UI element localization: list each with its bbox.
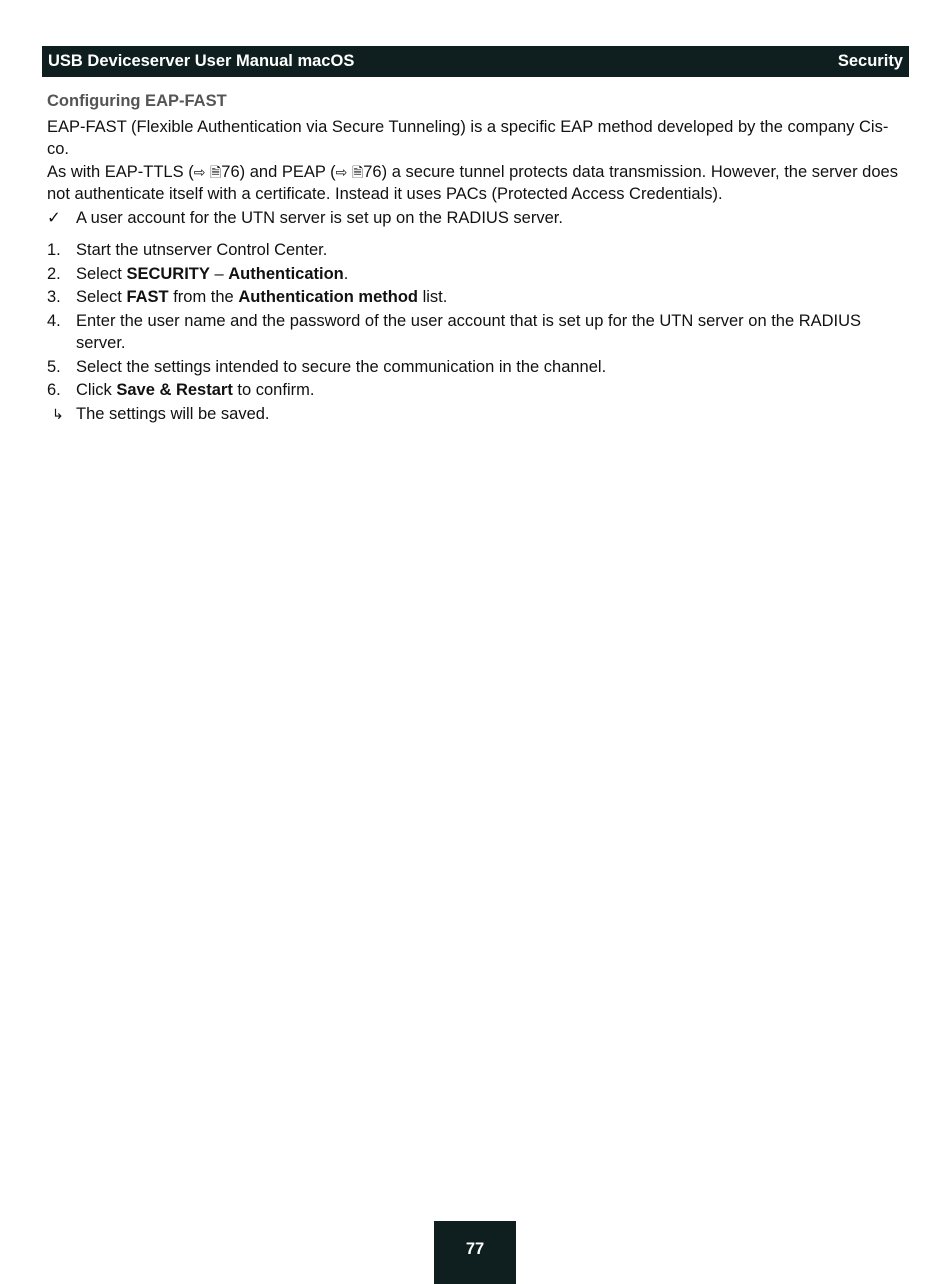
manual-title: USB Deviceserver User Manual macOS xyxy=(48,52,355,70)
step-text-part: to confirm. xyxy=(232,381,315,399)
page-icon: 🗎 xyxy=(351,163,364,180)
step-text: Select the settings intended to secure the communication in the channel. xyxy=(76,357,607,376)
page-number-box xyxy=(434,1221,516,1284)
page-icon: 🗎 xyxy=(210,163,222,180)
step-number: 5. xyxy=(47,357,61,376)
result-text: The settings will be saved. xyxy=(76,404,270,423)
list-label-authentication-method: Authentication method xyxy=(238,288,418,306)
button-label-save-restart: Save & Restart xyxy=(116,381,233,399)
step-text-part: list. xyxy=(417,288,448,306)
step-text-part: – xyxy=(209,264,229,283)
page-header xyxy=(42,46,909,77)
step-1 xyxy=(47,239,905,262)
prerequisite xyxy=(47,207,905,230)
step-number: 4. xyxy=(47,311,61,330)
step-6 xyxy=(47,379,905,402)
step-number: 1. xyxy=(47,241,61,259)
step-text-part: Select xyxy=(76,288,127,306)
step-text: Start the utnserver Control Center. xyxy=(76,241,328,259)
page-content xyxy=(47,90,905,425)
step-3 xyxy=(47,286,905,309)
step-2 xyxy=(47,263,905,286)
reference-page-number: 76 xyxy=(363,162,382,181)
step-text xyxy=(76,379,905,402)
cross-reference-eap-ttls[interactable] xyxy=(194,163,240,181)
checkmark-icon: ✓ xyxy=(47,208,61,227)
step-text xyxy=(76,286,905,309)
menu-label-authentication: Authentication xyxy=(228,264,344,283)
step-text-part: Select xyxy=(76,264,127,283)
reference-page-number: 76 xyxy=(221,162,240,181)
step-text: Enter the user name and the password of the user account that is set up for the UTN server on the RADIUS server. xyxy=(76,311,862,352)
chapter-title: Security xyxy=(837,52,903,70)
step-text xyxy=(76,263,905,286)
step-text-part: Click xyxy=(76,381,117,399)
step-text-part: from the xyxy=(168,288,239,306)
prerequisite-text: A user account for the UTN server is set up on the RADIUS server. xyxy=(76,208,563,227)
step-result xyxy=(47,403,905,426)
step-number: 6. xyxy=(47,381,61,399)
intro-paragraph-2 xyxy=(47,161,905,206)
intro-paragraph-1: EAP-FAST (Flexible Authentication via Secure Tunneling) is a specific EAP method developed by the company Cis-co. xyxy=(47,117,889,158)
menu-label-security: SECURITY xyxy=(126,264,210,283)
reference-arrow-icon: ⇨ xyxy=(193,163,206,180)
page-number: 77 xyxy=(465,1240,485,1258)
cross-reference-peap[interactable] xyxy=(336,163,382,181)
step-number: 2. xyxy=(47,264,61,283)
section-heading: Configuring EAP-FAST xyxy=(47,92,227,110)
instruction-steps xyxy=(47,239,905,425)
option-label-fast: FAST xyxy=(126,288,169,306)
intro-2-before: As with EAP-TTLS ( xyxy=(47,162,194,181)
reference-arrow-icon: ⇨ xyxy=(335,163,348,180)
intro-2-mid: ) and PEAP ( xyxy=(239,162,336,181)
step-text-part: . xyxy=(343,264,349,283)
step-number: 3. xyxy=(47,288,61,306)
result-arrow-icon: ↳ xyxy=(52,405,64,422)
step-5 xyxy=(47,356,905,379)
step-4 xyxy=(47,310,905,355)
intro-2-after: ) a secure tunnel protects data transmission. However, the server does not authenticate itself with a certificate. Instead it uses PACs (Protected Access Credentials). xyxy=(47,162,898,203)
